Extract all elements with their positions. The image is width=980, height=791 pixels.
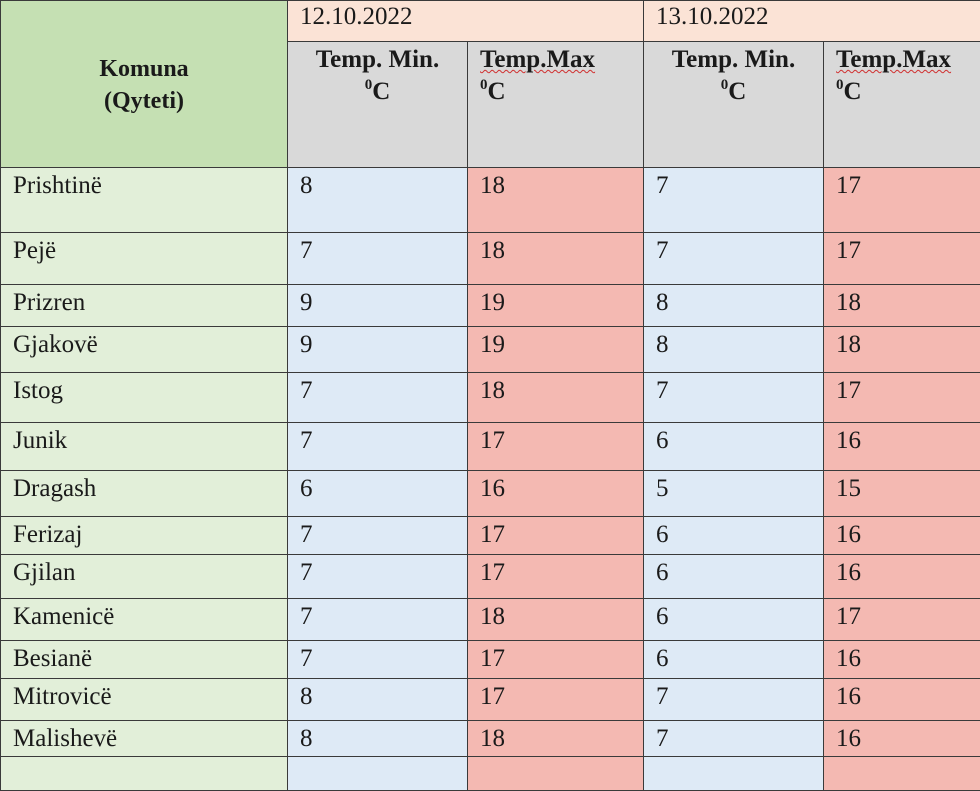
temp-max-cell: 18	[468, 233, 644, 285]
temp-min-cell: 6	[644, 641, 824, 679]
temp-min-cell: 8	[288, 721, 468, 757]
temp-max-cell: 18	[468, 721, 644, 757]
temp-max-cell: 19	[468, 285, 644, 327]
table-row	[1, 721, 980, 757]
city-name-cell: Besianë	[1, 641, 288, 679]
temp-min-cell: 9	[288, 327, 468, 373]
temp-max-cell: 17	[468, 517, 644, 555]
temp-max-cell: 19	[468, 327, 644, 373]
unit-label: $^0$C	[644, 76, 823, 108]
table-row	[1, 641, 980, 679]
temp-min-cell: 8	[644, 285, 824, 327]
temp-max-cell: 17	[824, 233, 980, 285]
temp-max-label: Temp.Max	[480, 44, 643, 76]
date-header-row	[1, 1, 980, 42]
table-row	[1, 757, 980, 791]
temp-min-cell: 9	[288, 285, 468, 327]
temp-min-cell: 7	[644, 168, 824, 233]
temp-max-cell: 16	[824, 517, 980, 555]
temp-min-cell: 6	[644, 423, 824, 471]
temp-max-cell: 18	[468, 168, 644, 233]
temp-min-cell: 7	[288, 423, 468, 471]
temp-max-header-2	[824, 42, 980, 168]
city-name-cell: Istog	[1, 373, 288, 423]
temp-max-cell: 17	[824, 599, 980, 641]
temp-max-cell: 18	[468, 373, 644, 423]
temp-min-cell: 7	[288, 517, 468, 555]
temp-max-cell: 17	[468, 679, 644, 721]
city-name-cell	[1, 757, 288, 791]
city-column-header	[1, 1, 288, 168]
temp-min-cell: 7	[288, 233, 468, 285]
city-header-line2: (Qyteti)	[1, 85, 287, 117]
city-name-cell: Gjakovë	[1, 327, 288, 373]
temp-min-cell: 7	[644, 721, 824, 757]
temp-min-cell: 6	[644, 517, 824, 555]
temp-min-cell: 5	[644, 471, 824, 517]
temp-min-cell: 8	[644, 327, 824, 373]
temp-min-header-1	[288, 42, 468, 168]
table-row	[1, 233, 980, 285]
temp-max-cell: 17	[468, 555, 644, 599]
unit-label: $^0$C	[836, 76, 980, 108]
temp-min-cell: 7	[288, 599, 468, 641]
city-name-cell: Junik	[1, 423, 288, 471]
temp-min-header-2	[644, 42, 824, 168]
temp-max-cell: 18	[824, 285, 980, 327]
unit-label: $^0$C	[480, 76, 643, 108]
temp-min-cell: 7	[288, 555, 468, 599]
unit-label: $^0$C	[288, 76, 467, 108]
table-row	[1, 168, 980, 233]
temp-min-cell: 6	[644, 599, 824, 641]
temp-max-cell: 18	[824, 327, 980, 373]
table-row	[1, 599, 980, 641]
table-row	[1, 373, 980, 423]
table-row	[1, 327, 980, 373]
city-name-cell: Malishevë	[1, 721, 288, 757]
temp-max-cell: 15	[824, 471, 980, 517]
temp-min-cell: 6	[644, 555, 824, 599]
temp-min-cell: 8	[288, 679, 468, 721]
table-row	[1, 471, 980, 517]
temp-min-cell: 7	[288, 373, 468, 423]
table-row	[1, 423, 980, 471]
temp-max-cell	[468, 757, 644, 791]
city-name-cell: Mitrovicë	[1, 679, 288, 721]
temp-max-label: Temp.Max	[836, 44, 980, 76]
temp-max-cell: 17	[468, 423, 644, 471]
temp-min-cell: 6	[288, 471, 468, 517]
city-name-cell: Kamenicë	[1, 599, 288, 641]
temp-max-cell: 16	[824, 423, 980, 471]
city-name-cell: Gjilan	[1, 555, 288, 599]
temp-max-header-1	[468, 42, 644, 168]
temp-max-cell	[824, 757, 980, 791]
city-header-line1: Komuna	[1, 53, 287, 85]
temp-max-cell: 16	[824, 641, 980, 679]
table-row	[1, 679, 980, 721]
city-name-cell: Prishtinë	[1, 168, 288, 233]
temp-max-cell: 17	[824, 373, 980, 423]
temp-max-cell: 16	[824, 555, 980, 599]
temp-min-cell: 8	[288, 168, 468, 233]
city-name-cell: Ferizaj	[1, 517, 288, 555]
city-name-cell: Dragash	[1, 471, 288, 517]
date-header-2: 13.10.2022	[644, 1, 980, 42]
table-row	[1, 555, 980, 599]
temp-max-cell: 18	[468, 599, 644, 641]
date-header-1: 12.10.2022	[288, 1, 644, 42]
temp-max-cell: 16	[468, 471, 644, 517]
temp-min-label: Temp. Min.	[288, 44, 467, 76]
city-name-cell: Prizren	[1, 285, 288, 327]
temp-min-cell: 7	[644, 233, 824, 285]
temp-min-cell: 7	[644, 373, 824, 423]
temp-min-cell	[644, 757, 824, 791]
temp-max-cell: 16	[824, 679, 980, 721]
temp-min-label: Temp. Min.	[644, 44, 823, 76]
temp-max-cell: 17	[468, 641, 644, 679]
city-name-cell: Pejë	[1, 233, 288, 285]
temp-min-cell	[288, 757, 468, 791]
temp-max-cell: 17	[824, 168, 980, 233]
temp-min-cell: 7	[288, 641, 468, 679]
temp-min-cell: 7	[644, 679, 824, 721]
table-row	[1, 517, 980, 555]
table-row	[1, 285, 980, 327]
temp-max-cell: 16	[824, 721, 980, 757]
